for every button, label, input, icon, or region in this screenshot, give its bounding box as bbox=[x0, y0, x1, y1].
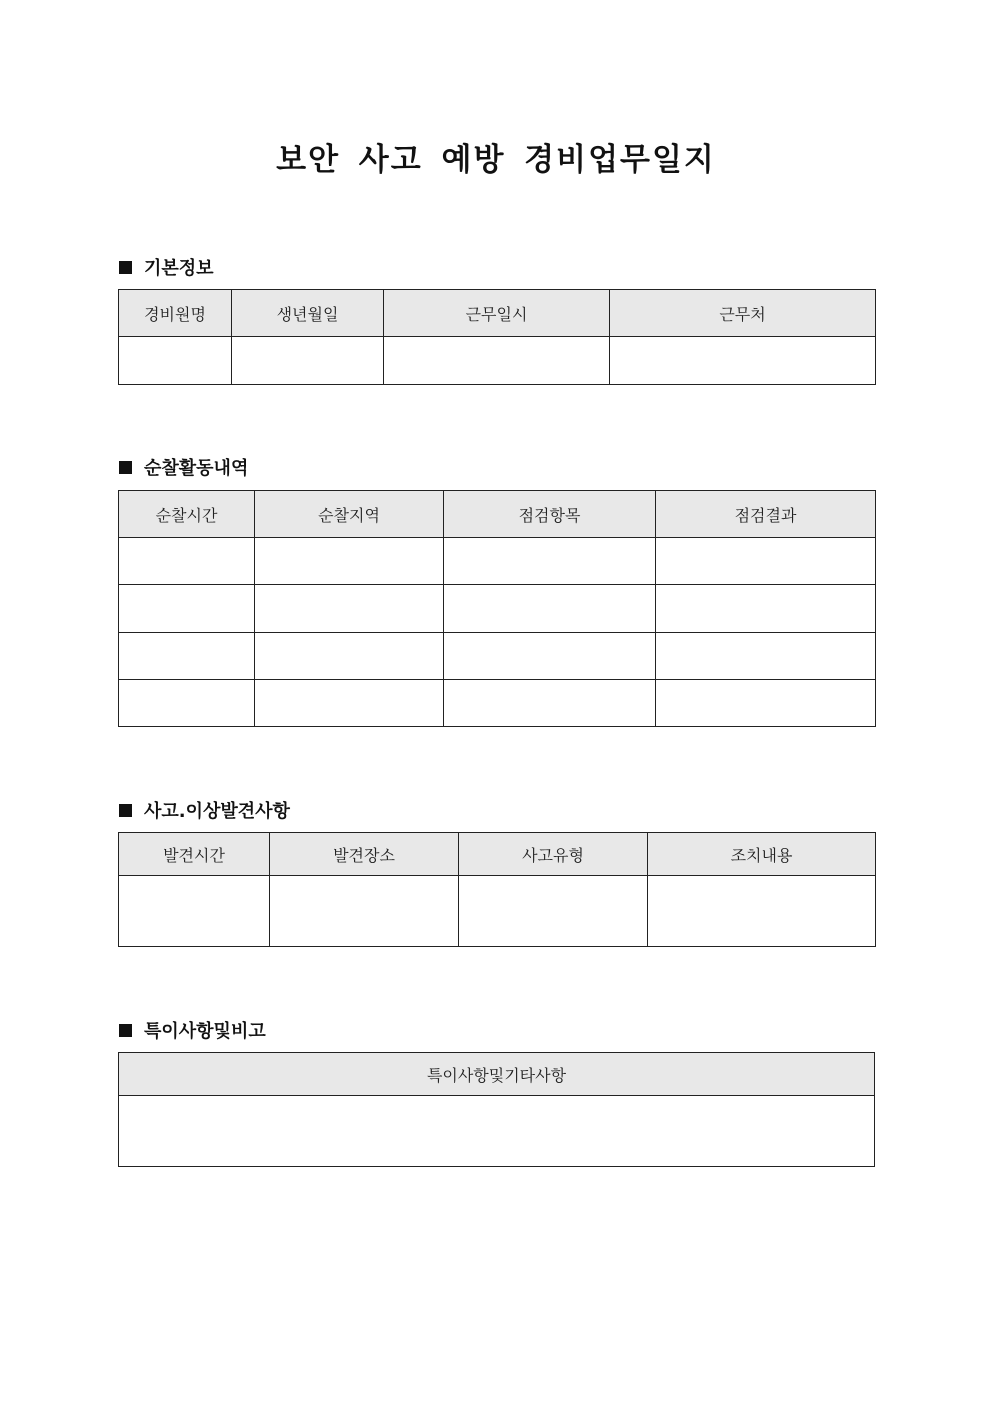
table-row bbox=[119, 538, 876, 585]
patrol-time-cell[interactable] bbox=[119, 680, 255, 727]
square-bullet-icon bbox=[119, 1024, 132, 1037]
header-check-result: 점검결과 bbox=[656, 491, 876, 538]
patrol-time-cell[interactable] bbox=[119, 585, 255, 633]
header-patrol-time: 순찰시간 bbox=[119, 491, 255, 538]
discovery-time-cell[interactable] bbox=[119, 876, 270, 947]
table-row bbox=[119, 633, 876, 680]
check-result-cell[interactable] bbox=[656, 633, 876, 680]
section-heading-notes bbox=[119, 1017, 266, 1043]
guard-name-cell[interactable] bbox=[119, 337, 232, 385]
work-datetime-cell[interactable] bbox=[384, 337, 610, 385]
patrol-area-cell[interactable] bbox=[255, 538, 444, 585]
table-row bbox=[119, 680, 876, 727]
section-heading-incident bbox=[119, 797, 290, 823]
patrol-table bbox=[118, 490, 876, 727]
section-heading-label: 사고.이상발견사항 bbox=[144, 801, 290, 822]
header-guard-name: 경비원명 bbox=[119, 290, 232, 337]
check-item-cell[interactable] bbox=[444, 538, 656, 585]
patrol-time-cell[interactable] bbox=[119, 538, 255, 585]
patrol-area-cell[interactable] bbox=[255, 633, 444, 680]
discovery-place-cell[interactable] bbox=[270, 876, 459, 947]
check-item-cell[interactable] bbox=[444, 633, 656, 680]
header-birthdate: 생년월일 bbox=[232, 290, 384, 337]
square-bullet-icon bbox=[119, 461, 132, 474]
header-action-taken: 조치내용 bbox=[648, 833, 876, 876]
header-work-datetime: 근무일시 bbox=[384, 290, 610, 337]
header-discovery-time: 발견시간 bbox=[119, 833, 270, 876]
section-heading-basic bbox=[119, 254, 214, 280]
header-special-notes: 특이사항및기타사항 bbox=[119, 1053, 875, 1096]
section-heading-label: 순찰활동내역 bbox=[144, 458, 249, 479]
patrol-area-cell[interactable] bbox=[255, 680, 444, 727]
workplace-cell[interactable] bbox=[610, 337, 876, 385]
header-patrol-area: 순찰지역 bbox=[255, 491, 444, 538]
incident-type-cell[interactable] bbox=[459, 876, 648, 947]
birthdate-cell[interactable] bbox=[232, 337, 384, 385]
table-row bbox=[119, 1096, 875, 1167]
section-heading-label: 특이사항및비고 bbox=[144, 1021, 266, 1042]
square-bullet-icon bbox=[119, 261, 132, 274]
check-result-cell[interactable] bbox=[656, 585, 876, 633]
square-bullet-icon bbox=[119, 804, 132, 817]
notes-table bbox=[118, 1052, 875, 1167]
header-workplace: 근무처 bbox=[610, 290, 876, 337]
check-result-cell[interactable] bbox=[656, 538, 876, 585]
table-row bbox=[119, 337, 876, 385]
incident-table bbox=[118, 832, 876, 947]
check-item-cell[interactable] bbox=[444, 680, 656, 727]
table-row bbox=[119, 585, 876, 633]
patrol-time-cell[interactable] bbox=[119, 633, 255, 680]
header-discovery-place: 발견장소 bbox=[270, 833, 459, 876]
check-item-cell[interactable] bbox=[444, 585, 656, 633]
check-result-cell[interactable] bbox=[656, 680, 876, 727]
header-incident-type: 사고유형 bbox=[459, 833, 648, 876]
section-heading-label: 기본정보 bbox=[144, 258, 214, 279]
section-heading-patrol bbox=[119, 454, 248, 480]
header-check-item: 점검항목 bbox=[444, 491, 656, 538]
patrol-area-cell[interactable] bbox=[255, 585, 444, 633]
basic-info-table bbox=[118, 289, 876, 385]
table-row bbox=[119, 876, 876, 947]
special-notes-cell[interactable] bbox=[119, 1096, 875, 1167]
document-title: 보안 사고 예방 경비업무일지 bbox=[276, 142, 716, 178]
action-taken-cell[interactable] bbox=[648, 876, 876, 947]
